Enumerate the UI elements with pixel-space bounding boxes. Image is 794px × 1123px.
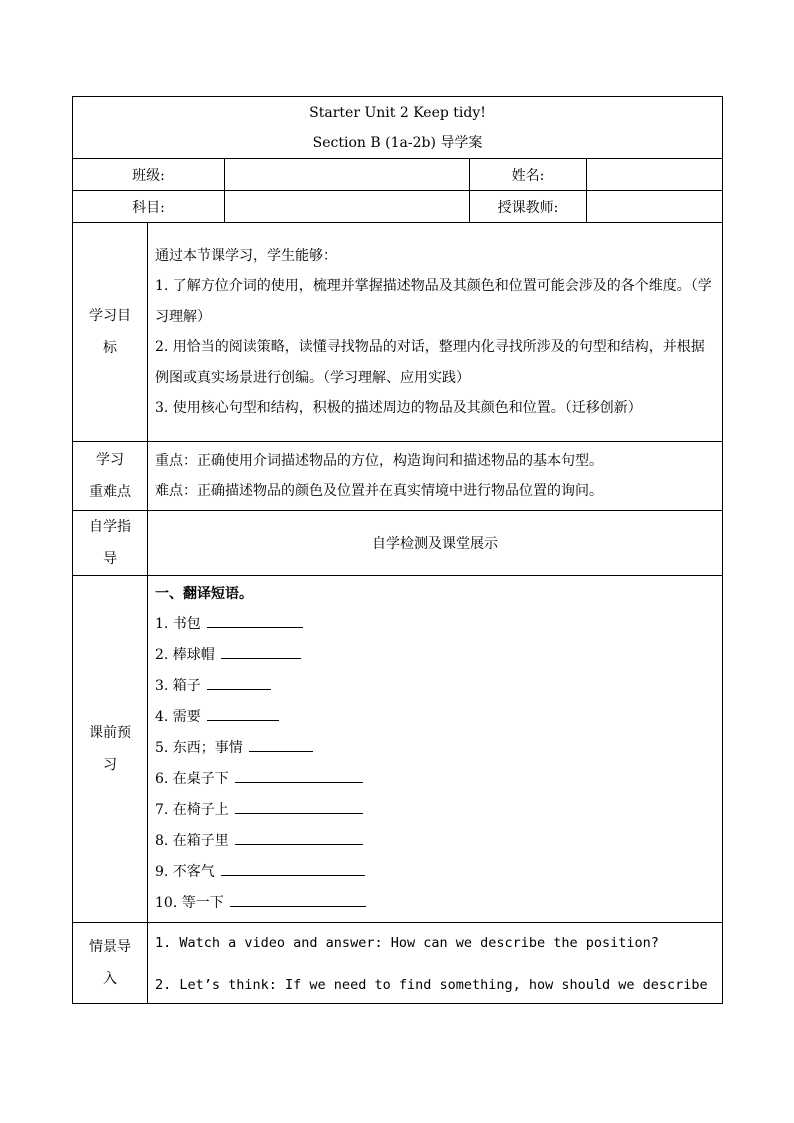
scene-question-2: 2. Let’s think: If we need to find something, how should we describe (155, 977, 708, 993)
goal-item-2: 2. 用恰当的阅读策略，读懂寻找物品的对话，整理内化寻找所涉及的句型和结构，并根据例图或真实场景进行创编。（学习理解、应用实践） (155, 339, 705, 386)
preview-item (155, 609, 716, 640)
title-line-2: Section B (1a-2b) 导学案 (312, 134, 483, 151)
preview-item (155, 671, 716, 702)
goals-content (148, 223, 723, 442)
answer-blank[interactable] (235, 766, 363, 783)
answer-blank[interactable] (207, 673, 271, 690)
preview-item-text: 10. 等一下 (155, 895, 224, 911)
goals-intro: 通过本节课学习，学生能够： (155, 247, 337, 264)
preview-item-text: 4. 需要 (155, 709, 201, 725)
preview-label (73, 576, 148, 923)
preview-item-text: 2. 棒球帽 (155, 647, 215, 663)
preview-item-text: 3. 箱子 (155, 678, 201, 694)
answer-blank[interactable] (249, 735, 313, 752)
preview-item-text: 8. 在箱子里 (155, 833, 229, 849)
difficult-point: 难点：正确描述物品的颜色及位置并在真实情境中进行物品位置的询问。 (155, 483, 603, 499)
answer-blank[interactable] (230, 890, 366, 907)
self-study-label-line-2: 导 (103, 551, 117, 567)
answer-blank[interactable] (207, 611, 303, 628)
key-point: 重点：正确使用介词描述物品的方位，构造询问和描述物品的基本句型。 (155, 453, 603, 469)
self-study-label-line-1: 自学指 (89, 519, 131, 535)
worksheet-table (72, 96, 723, 1004)
answer-blank[interactable] (221, 642, 301, 659)
preview-item-text: 1. 书包 (155, 616, 201, 632)
preview-item-text: 7. 在椅子上 (155, 802, 229, 818)
preview-item (155, 764, 716, 795)
goals-label-line-1: 学习目 (89, 308, 131, 324)
answer-blank[interactable] (221, 859, 365, 876)
key-points-label (73, 442, 148, 511)
teacher-label: 授课教师: (470, 191, 587, 223)
goal-item-3: 3. 使用核心句型和结构，积极的描述周边的物品及其颜色和位置。（迁移创新） (155, 400, 642, 416)
scene-content (148, 923, 723, 1004)
key-points-label-line-1: 学习 (96, 452, 124, 468)
preview-item (155, 640, 716, 671)
preview-label-line-2: 习 (103, 757, 117, 773)
preview-item (155, 795, 716, 826)
answer-blank[interactable] (235, 797, 363, 814)
preview-item (155, 702, 716, 733)
answer-blank[interactable] (207, 704, 279, 721)
scene-label (73, 923, 148, 1004)
name-field[interactable] (587, 159, 723, 191)
class-field[interactable] (225, 159, 470, 191)
self-study-content: 自学检测及课堂展示 (148, 511, 723, 576)
subject-field[interactable] (225, 191, 470, 223)
key-points-content (148, 442, 723, 511)
goals-label (73, 223, 148, 442)
preview-item (155, 888, 716, 919)
worksheet (72, 96, 722, 1004)
scene-label-line-2: 入 (103, 971, 117, 987)
class-label: 班级: (73, 159, 225, 191)
preview-item (155, 733, 716, 764)
preview-content (148, 576, 723, 923)
teacher-field[interactable] (587, 191, 723, 223)
goal-item-1: 1. 了解方位介词的使用，梳理并掌握描述物品及其颜色和位置可能会涉及的各个维度。（学习理解） (155, 278, 712, 325)
key-points-label-line-2: 重难点 (89, 484, 131, 500)
preview-item (155, 857, 716, 888)
preview-section-title: 一、翻译短语。 (155, 586, 253, 602)
title-cell (73, 97, 723, 159)
goals-label-line-2: 标 (103, 340, 117, 356)
scene-question-1: 1. Watch a video and answer: How can we describe the position? (155, 935, 659, 951)
preview-item-text: 9. 不客气 (155, 864, 215, 880)
preview-item-text: 5. 东西；事情 (155, 740, 243, 756)
self-study-label (73, 511, 148, 576)
answer-blank[interactable] (235, 828, 363, 845)
preview-label-line-1: 课前预 (89, 725, 131, 741)
preview-item-text: 6. 在桌子下 (155, 771, 229, 787)
name-label: 姓名: (470, 159, 587, 191)
scene-label-line-1: 情景导 (89, 939, 131, 955)
subject-label: 科目: (73, 191, 225, 223)
preview-item (155, 826, 716, 857)
title-line-1: Starter Unit 2 Keep tidy! (309, 104, 486, 121)
